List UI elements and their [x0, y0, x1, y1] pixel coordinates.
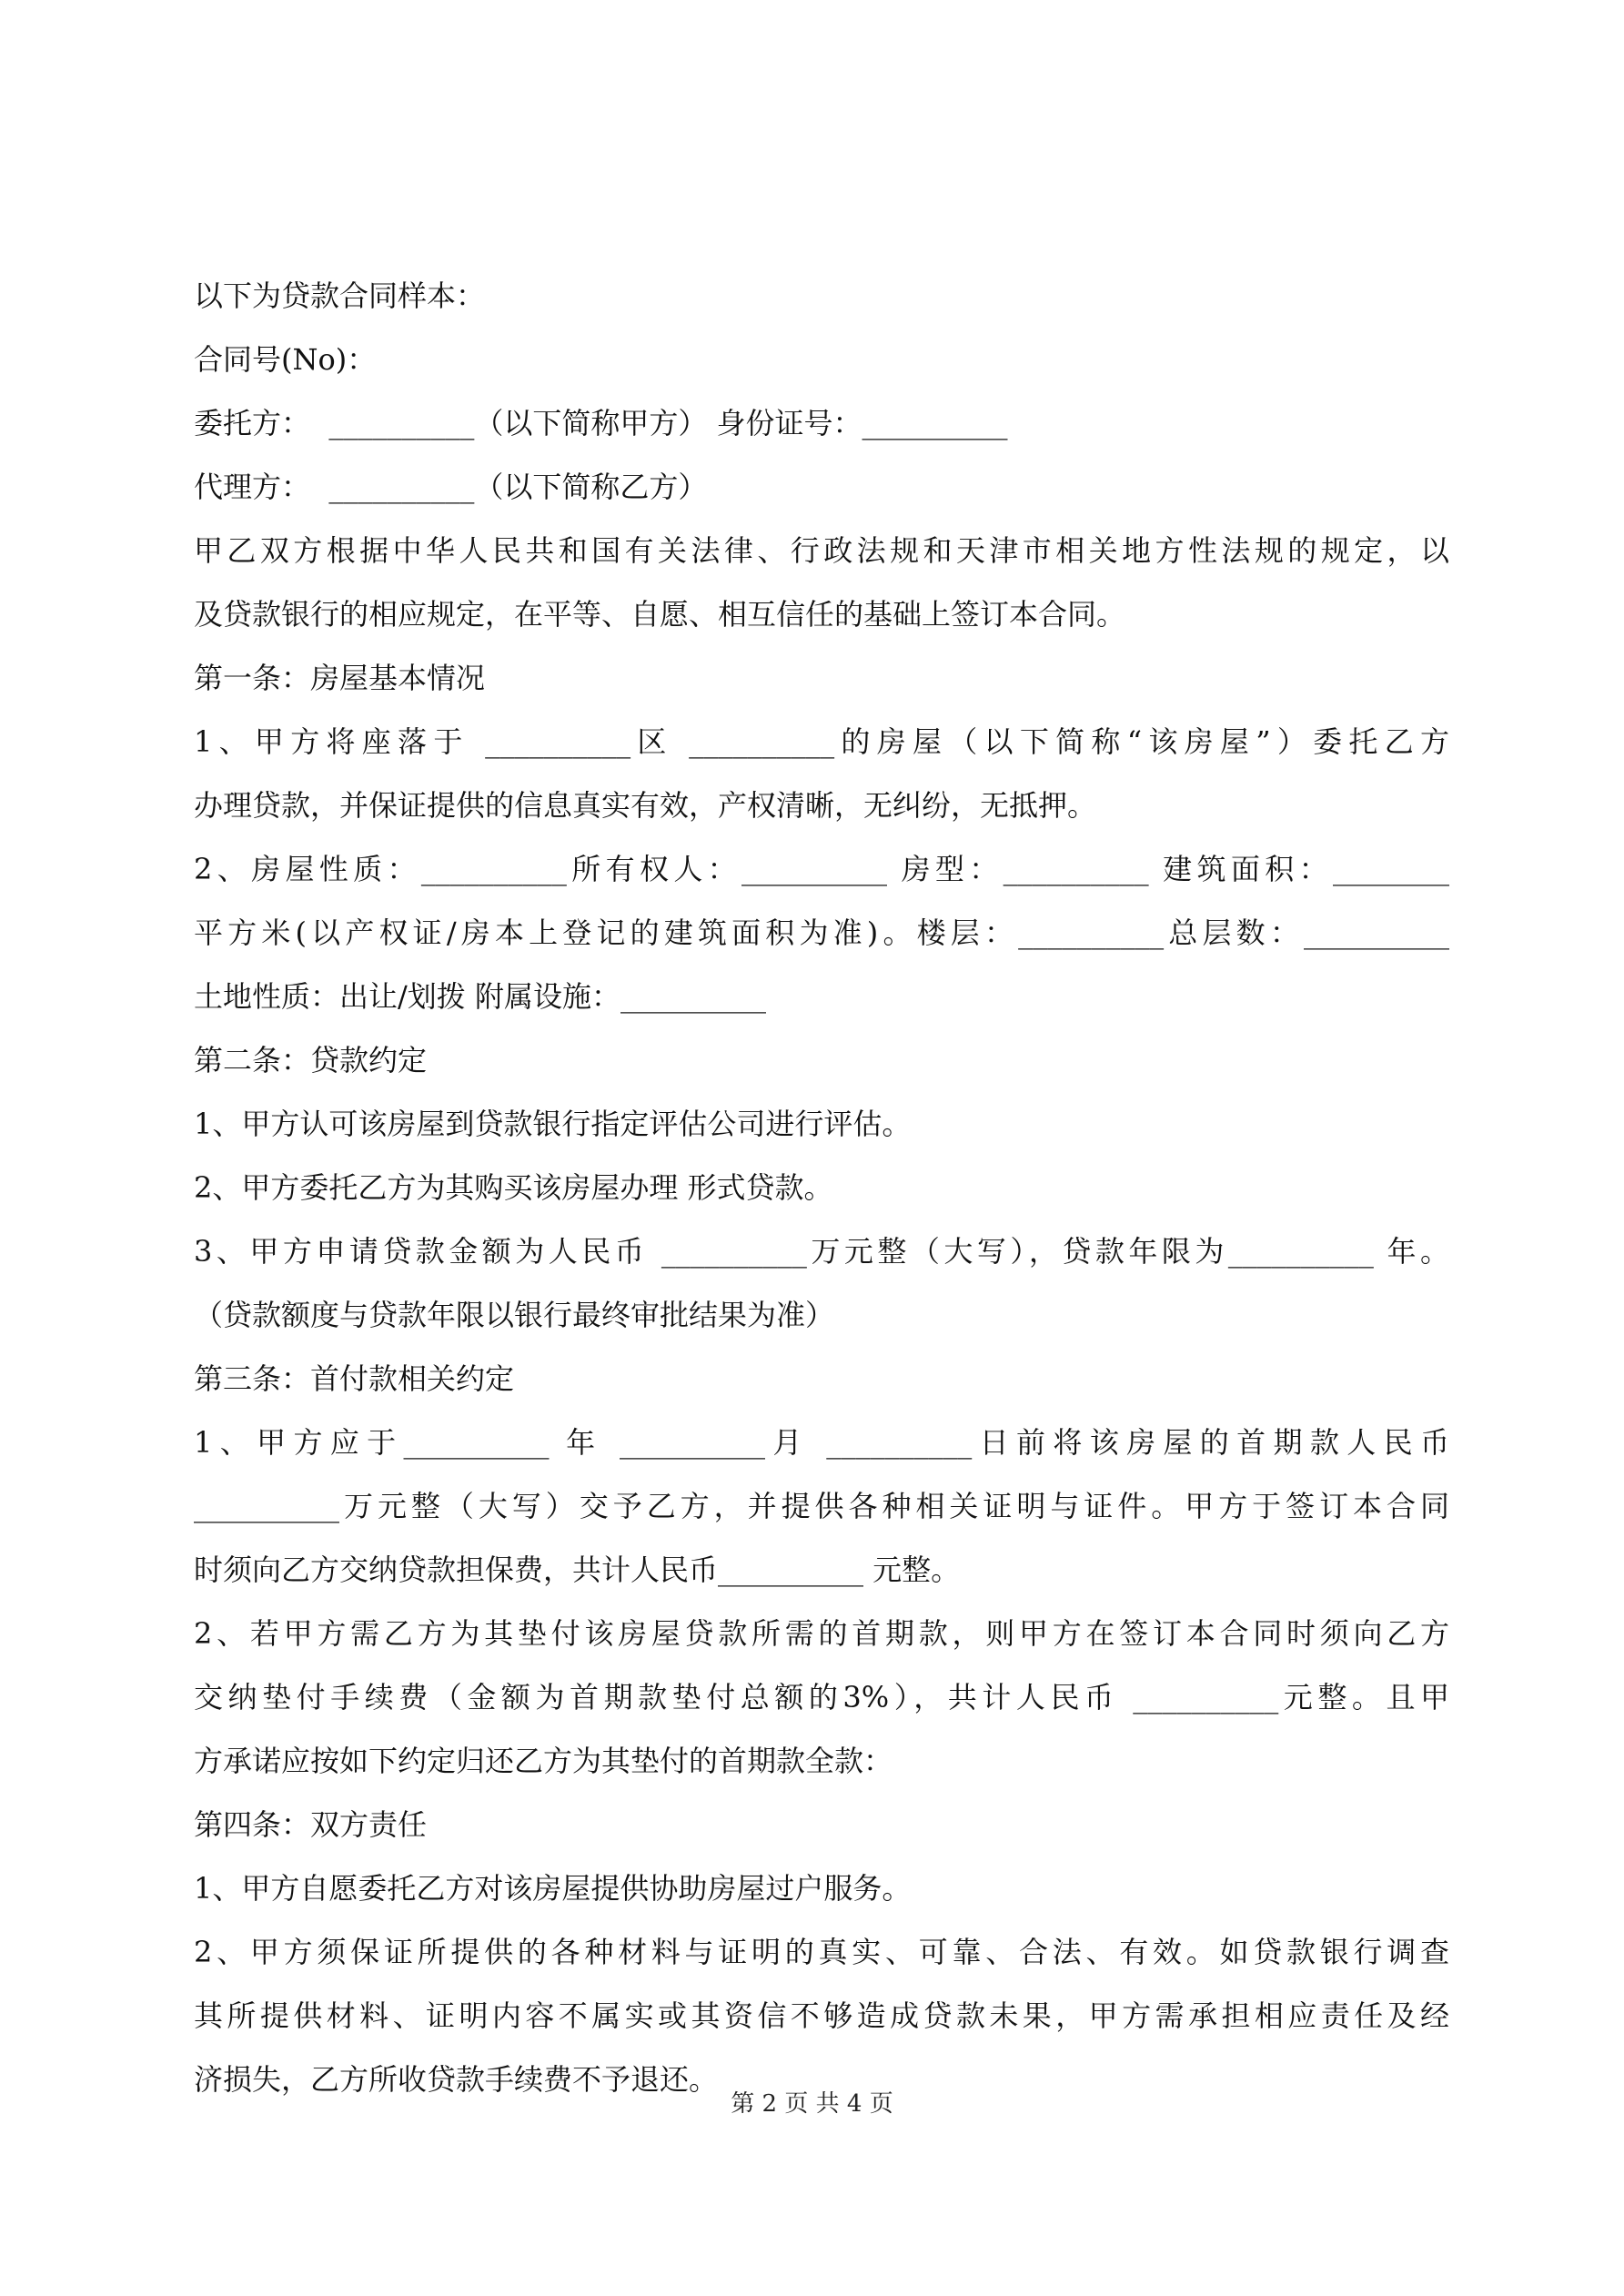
- article-3-clause-1-line-3: 时须向乙方交纳贷款担保费，共计人民币__________ 元整。: [194, 1553, 961, 1587]
- intro-line: 以下为贷款合同样本：: [194, 278, 486, 313]
- article-4-clause-2-line-2: 其所提供材料、证明内容不属实或其资信不够造成贷款未果，甲方需承担相应责任及经: [194, 1998, 1449, 2033]
- article-1-clause-2-line-3: 土地性质：出让/划拨 附属设施：__________: [194, 979, 766, 1014]
- article-2-clause-2: 2、甲方委托乙方为其购买该房屋办理 形式贷款。: [194, 1170, 833, 1205]
- article-2-heading: 第二条：贷款约定: [194, 1043, 428, 1077]
- page-number-footer: 第 2 页 共 4 页: [731, 2090, 893, 2118]
- article-3-clause-2-line-3: 方承诺应按如下约定归还乙方为其垫付的首期款全款：: [194, 1744, 893, 1778]
- article-2-clause-3-line-1: 3、甲方申请贷款金额为人民币 __________万元整（大写），贷款年限为__________ 年。: [194, 1234, 1449, 1269]
- article-4-clause-2-line-1: 2、甲方须保证所提供的各种材料与证明的真实、可靠、合法、有效。如贷款银行调查: [194, 1935, 1449, 1969]
- article-3-clause-1-line-2: __________万元整（大写）交予乙方，并提供各种相关证明与证件。甲方于签订本合同: [194, 1489, 1449, 1523]
- article-3-clause-2-line-2: 交纳垫付手续费（金额为首期款垫付总额的3%），共计人民币 __________元整。且甲: [194, 1680, 1449, 1714]
- agent-line: 代理方： __________（以下简称乙方）: [194, 470, 708, 504]
- article-1-clause-2-line-2: 平方米(以产权证/房本上登记的建筑面积为准)。楼层：__________总层数：__________: [194, 915, 1449, 950]
- article-4-heading: 第四条：双方责任: [194, 1807, 428, 1842]
- article-2-clause-1: 1、甲方认可该房屋到贷款银行指定评估公司进行评估。: [194, 1107, 912, 1141]
- contract-number-line: 合同号(No)：: [194, 342, 377, 377]
- preamble-line-1: 甲乙双方根据中华人民共和国有关法律、行政法规和天津市相关地方性法规的规定，以: [194, 533, 1449, 568]
- article-1-clause-2-line-1: 2、房屋性质：__________所有权人：__________ 房型：__________ 建筑面积：________: [194, 852, 1449, 886]
- article-2-clause-3-line-2: （贷款额度与贷款年限以银行最终审批结果为准）: [194, 1298, 835, 1332]
- article-1-clause-1-line-2: 办理贷款，并保证提供的信息真实有效，产权清晰，无纠纷，无抵押。: [194, 788, 1097, 823]
- article-1-heading: 第一条：房屋基本情况: [194, 661, 486, 695]
- principal-line: 委托方： __________（以下简称甲方） 身份证号：__________: [194, 406, 1008, 440]
- article-3-heading: 第三条：首付款相关约定: [194, 1361, 515, 1396]
- contract-body: [194, 264, 1449, 2111]
- article-4-clause-2-line-3: 济损失，乙方所收贷款手续费不予退还。: [194, 2062, 719, 2097]
- article-4-clause-1: 1、甲方自愿委托乙方对该房屋提供协助房屋过户服务。: [194, 1871, 912, 1906]
- article-1-clause-1-line-1: 1、甲方将座落于 __________区 __________的房屋（以下简称“该房屋”）委托乙方: [194, 724, 1449, 759]
- article-3-clause-1-line-1: 1、甲方应于__________ 年 __________月 __________日前将该房屋的首期款人民币: [194, 1425, 1449, 1460]
- preamble-line-2: 及贷款银行的相应规定，在平等、自愿、相互信任的基础上签订本合同。: [194, 597, 1126, 632]
- article-3-clause-2-line-1: 2、若甲方需乙方为其垫付该房屋贷款所需的首期款，则甲方在签订本合同时须向乙方: [194, 1616, 1449, 1651]
